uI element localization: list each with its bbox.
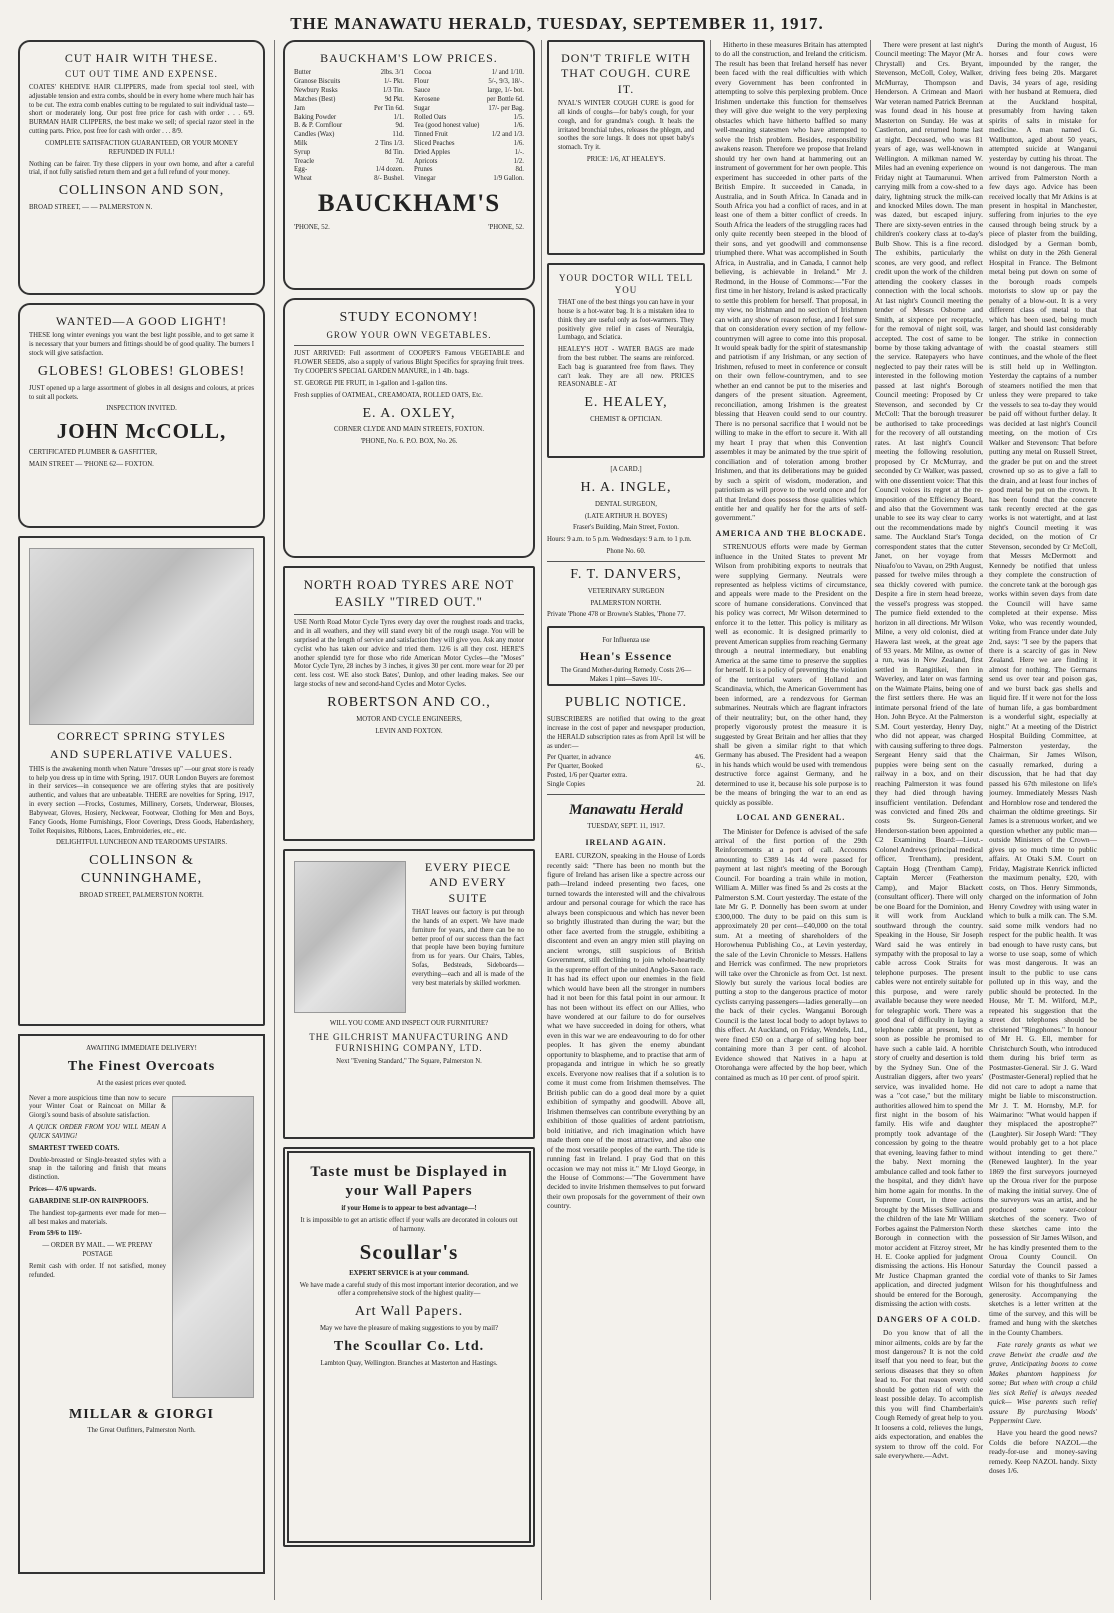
item-name: Jam	[294, 104, 305, 112]
ad-address: BROAD STREET, PALMERSTON NORTH.	[79, 891, 204, 899]
ad-heading: The Finest Overcoats	[67, 1058, 216, 1074]
card-name: F. T. DANVERS,	[570, 566, 682, 582]
ad-guarantee: COMPLETE SATISFACTION GUARANTEED, OR YOUR MONEY REFUNDED IN FULL!	[45, 139, 238, 156]
ad-heading: CORRECT SPRING STYLES	[57, 729, 226, 743]
item-name: Butter	[294, 69, 311, 77]
ad-advertiser: E. HEALEY,	[584, 395, 668, 411]
ad-advertiser: COLLINSON & CUNNINGHAME,	[80, 853, 203, 887]
article-body: Have you heard the good news? Colds die before NAZOL—the ready-for-use and money-saving remedy. Keep NAZOL handy. Sixty doses 1/6.	[989, 1428, 1097, 1476]
price-row	[414, 131, 524, 140]
furniture-ad	[283, 849, 535, 1139]
ad-body: JUST ARRIVED: Full assortment of COOPER'S Famous VEGETABLE and FLOWER SEEDS, also a supply of various Blight Specifics for spraying fruit trees. Try COOPER'S SPECIAL GARDEN MANURE, in 1 4lb. bags.	[294, 350, 524, 376]
card-label: [A CARD.]	[610, 466, 642, 473]
ad-address: CORNER CLYDE AND MAIN STREETS, FOXTON.	[333, 426, 485, 434]
price-row	[294, 149, 404, 158]
item-name: Sugar	[414, 104, 430, 112]
item-name: Sliced Peaches	[414, 139, 455, 147]
item-name: Rolled Oats	[414, 113, 447, 121]
ad-firm: The Scoullar Co. Ltd.	[333, 1338, 485, 1354]
oxley-seeds-ad	[283, 298, 535, 558]
item-name: Tinned Fruit	[414, 131, 448, 139]
card-hours: Hours: 9 a.m. to 5 p.m. Wednesdays: 9 a.m. to 1 p.m.	[547, 536, 692, 544]
article-body: The Minister for Defence is advised of the safe arrival of the first portion of the 29th Reinforcements at a port of call. Accounts amounting to £389 14s 4d were passed for payment at last night's meeting of the Borough Council. For boarding a train while in motion, William A. Miller was fined 5s and 2s costs at the Palmerston S.M. Court yesterday. The estate of the late Mr G. P. Donnelly has been sworn at under £300,000. The duty to be paid on this sum is approximately 20 per cent—£40,000 on the total sum. At a meeting of shareholders of the Horowhenua Publishing Co., at Levin yesterday, the sale of the Levin Chronicle to Messrs. Hallens and Herrick was confirmed. The new proprietors will take over the Chronicle as from Oct. 1st next. Slowly but surely the various local bodies are putting a stop to the dangerous practice of motor cyclists carrying passengers—ladies generally—on the back of their cycles. Wanganui Borough Council is the latest local body to adopt bylaws to this effect. At Auckland, on Friday, Wendels, Ltd., were fined £50 on a charge of selling hop beer containing more than 3 per cent. of alcohol. Evidence showed that Natives in a hapu at Otorohanga were affected by the hop beer, which contained as much as 10 per cent. of proof spirit.	[715, 826, 867, 1082]
ad-body: THAT leaves our factory is put through the hands of an expert. We have made furniture for years, and there can be no better proof of our success than the fact that people have been buying furniture from us for years. Our Chairs, Tables, Sofas, Bedsteads, Sideboards—everything—each and all is made of the very best materials by skilled workmen.	[412, 909, 524, 987]
ad-heading: DON'T TRIFLE WITH THAT COUGH. CURE IT.	[560, 51, 692, 96]
price-row	[414, 158, 524, 167]
ad-item-body: The handiest top-garments ever made for men—all best makes and materials.	[29, 1209, 166, 1226]
item-price: 5/-, 9/3, 18/-.	[488, 78, 524, 86]
notice-heading: PUBLIC NOTICE.	[564, 695, 688, 711]
ad-address: BROAD STREET, — — PALMERSTON N.	[29, 204, 153, 212]
price-row	[414, 69, 524, 78]
item-name: B. & P. Cornflour	[294, 122, 343, 130]
ad-oats: Fresh supplies of OATMEAL, CREAMOATA, ROLLED OATS, Etc.	[294, 391, 483, 399]
item-price: 2d.	[696, 780, 705, 788]
article-body: STRENUOUS efforts were made by German influence in the United States to prevent Mr Wilson from prohibiting exports to neutrals that were supplying Germany. Neutrals were represented as helpless victims of circumstance, and appeals were made to the President on the score of humane considerations. Convinced that his policy was correct, Mr Wilson determined to enforce it to the letter. This policy is military as well as economic. It is designed primarily to prevent American supplies from reaching Germany through a neutral intermediary, but enabling America at the same time to preserve the supplies for herself. It is a policy of preventing the violation of the territorial waters of Holland and Scandinavia, which, the American Government has been informed, are a rendezvous for German submarines. Neutrals which are flagrant infractors of their neutrality; but, on the other hand, they properly vigorously protest the measure it is suggested by Great Britain and her allies that they shall be given a similar right to that which Germany has abused. The President had a weapon in his hands which would be used with tremendous destructive force against Germany, and he determined to use it, because his sole purpose is to be the means of bringing the war to an end as quickly as possible.	[715, 542, 867, 807]
section-heading: LOCAL AND GENERAL.	[736, 813, 846, 823]
price-row	[294, 140, 404, 149]
ad-body: THIS is the awakening month when Nature "dresses up" —our great store is ready to help you dress up in time with Spring, 1917. OUR London Buyers are foremost in their services—in consequence we are offering styles that are positively authentic, and values that are unbeatable. THERE are novelties for Spring, 1917, in every section —Frocks, Costumes, Millinery, Corsets, Underwear, Blouses, Babywear, Gloves, Hosiery, Neckwear, Footwear, Clothing for Men and Boys, Fancy Goods, Home Furnishings, Floor Coverings, Dress Goods, Haberdashery, Toilet Requisites, Ribbons, Laces, Embroideries, etc., etc.	[29, 765, 254, 835]
ad-globes: GLOBES! GLOBES! GLOBES!	[37, 363, 246, 379]
item-name: Syrup	[294, 148, 311, 156]
hot-water-bag-ad	[547, 263, 705, 458]
ad-body: May we have the pleasure of making suggestions to you by mail?	[319, 1325, 498, 1333]
ad-invite: INSPECTION INVITED.	[106, 405, 177, 413]
notice-body: SUBSCRIBERS are notified that owing to the great increase in the cost of paper and newspaper production, the HERALD subscription rates as from April 1st will be as under:—	[547, 716, 705, 750]
overcoats-ad	[18, 1034, 265, 1574]
ad-phone: 'PHONE, 52.	[488, 224, 524, 232]
item-price: 1/2.	[513, 157, 524, 165]
card-trade: DENTAL SURGEON,	[595, 500, 657, 508]
ad-body: NYAL'S WINTER COUGH CURE is good for all kinds of coughs—for baby's cough, for your cough, and for grandma's cough. It heals the irritated bronchial tubes, releases the phlegm, and soothes the sore lungs. It does not upset baby's stomach. Try it.	[558, 100, 694, 152]
item-price: 1/- Pkt.	[383, 78, 404, 86]
price-list-right	[414, 69, 524, 184]
ad-heading: NORTH ROAD TYRES ARE NOT EASILY "TIRED OUT."	[303, 577, 515, 609]
price-row	[294, 166, 404, 175]
ad-subheading: CUT OUT TIME AND EXPENSE.	[65, 69, 218, 80]
danvers-card	[547, 566, 705, 620]
ad-price: PRICE: 1/6, AT HEALEY'S.	[586, 156, 666, 164]
masthead: THE MANAWATU HERALD, TUESDAY, SEPTEMBER 11, 1917.	[290, 14, 824, 33]
ad-trade: MOTOR AND CYCLE ENGINEERS,	[356, 715, 462, 723]
public-notice	[547, 694, 705, 790]
bauckham-prices-ad	[283, 40, 535, 290]
ad-advertiser: ROBERTSON AND CO.,	[327, 694, 491, 710]
item-name: Kerosene	[414, 95, 440, 103]
item-name: Posted, 1/6 per Quarter extra.	[547, 772, 628, 780]
ad-subheading: At the easiest prices ever quoted.	[96, 1079, 187, 1087]
ad-body: JUST opened up a large assortment of globes in all designs and colours, at prices to suit all pockets.	[29, 384, 254, 401]
price-row	[547, 772, 705, 781]
ad-advertiser: MILLAR & GIORGI	[69, 1406, 214, 1422]
item-price: 1/9 Gallon.	[493, 175, 524, 183]
ad-subheading: if your Home is to appear to best advantage—!	[341, 1205, 477, 1213]
ad-product: Hean's Essence	[579, 649, 673, 664]
price-row	[294, 131, 404, 140]
item-price: Per Tin 6d.	[373, 104, 404, 112]
ad-address: MAIN STREET — 'PHONE 62— FOXTON.	[29, 460, 154, 468]
price-row	[414, 87, 524, 96]
price-row	[414, 96, 524, 105]
item-name: Flour	[414, 78, 429, 86]
price-row	[414, 114, 524, 123]
wallpaper-ad	[283, 1147, 535, 1547]
card-late: (LATE ARTHUR H. BOYES)	[584, 512, 668, 520]
ad-body: It is impossible to get an artistic effect if your walls are decorated in colours out of harmony.	[300, 1217, 518, 1234]
item-name: Newbury Rusks	[294, 87, 338, 95]
item-name: Apricots	[414, 157, 438, 165]
hair-clippers-ad	[18, 40, 265, 295]
article-body: Hitherto in these measures Britain has attempted to do all the construction, and Ireland the criticism. The result has been that Ireland herself has never been faced with the real difficulties with which every Government has been confronted in attempting to solve this perplexing problem. Once Irishmen undertake this function for themselves they will give due weight to the very perplexing obstacles which have hitherto baffled so many well-meaning statesmen who have attempted to solve the Irish problem. Besides, responsibility awakens reason. Therefore we propose that Ireland should try her own hand at hammering out an instrument of government for her own people. This experiment has succeeded in other parts of the British Empire. It succeeded in Canada, in Australia, and in South Africa. In Canada and in South Africa you had a conflict of races, and in at least one of them a bitter conflict of creeds. In South Africa the leaders of the struggling races had only quite recently been steeped in the blood of their sons, and yet goodwill and commonsense triumphed there. What was accomplished in South Africa, in Australia, and in Canada, I cannot help believing, is achievable in Ireland." Mr J. Redmond, in the House of Commons:—"For the first time in her history, Ireland is asked practically to settle this problem for herself. That proposal, in my view, no Irishman and no section of Irishmen can with any show of reason refuse, and I feel sure that on consideration every section of my fellow-countrymen will agree to come into this proposal. It would speak badly for the spirit of statesmanship and patriotism if any Irishman, or any section of Irishmen, refused to meet in conference or consult on their own fellow-countrymen, and to see whether an end cannot be put to the miseries and dangers of the present situation. Agreement, reconciliation, among Irishmen is the greatest blessing that Heaven could send to our country. There is no personal sacrifice that I would not be willing to make in the effort to secure it. With all my heart I pray that when this Convention assembles it may be animated by the true spirit of conciliation and of toleration among brother Irishmen, and that its deliberations may be guided by such a spirit of wisdom, moderation, and patriotism as will prove to the world once and for all that Ireland does possess those qualities which entitle her and qualify her for the arts of self-government."	[715, 40, 867, 523]
column-rule	[274, 40, 275, 1600]
item-price: 9d Pkt.	[384, 95, 404, 103]
card-phone: Private 'Phone 478 or Browne's Stables, 'Phone 77.	[547, 611, 686, 619]
item-name: Milk	[294, 139, 308, 147]
column-2	[283, 40, 535, 1555]
ad-advertiser: JOHN McCOLL,	[56, 419, 227, 444]
ad-heading: CUT HAIR WITH THESE.	[64, 51, 219, 65]
price-row	[294, 114, 404, 123]
ingle-card	[547, 466, 705, 557]
paper-nameplate: Manawatu Herald	[569, 801, 683, 818]
ad-price: Prices— 47/6 upwards.	[29, 1186, 97, 1194]
item-price: 17/- per Bag.	[488, 104, 524, 112]
item-price: 1/6.	[513, 122, 524, 130]
ad-item: GABARDINE SLIP-ON RAINPROOFS.	[29, 1197, 149, 1205]
section-heading: IRELAND AGAIN.	[585, 837, 667, 847]
item-name: Prunes	[414, 166, 433, 174]
article-body: There were present at last night's Council meeting: The Mayor (Mr A. Chrystall) and Crs. Bryant, Stevenson, McColl, Coley, Walker, McMurray, Thompson and Henderson. A Crimean and Maori War veteran named Patrick Brennan was found dead in his house at Masterton on Sunday. He was at Castlerton, and returned home last at night. Deceased, who was 81 years of age, was well-known in Wellington. A milkman named W. Miles had an evening experience on Friday night at Taumarunui. When carrying milk from a cow-shed to a dairy, lightning struck the milk-can and knocked Miles down. The man was dazed, but escaped injury. There are sixty-seven entries in the children's cookery class at to-day's Bulb Show. This is a fine record. The exhibits, particularly the scones, are very good, and reflect credit upon the work of the children attending the cookery classes in connection with the local schools. At last night's Council meeting the tender of Messrs Osborne and Smith, at sixpence per receptacle, for the removal of night soil, was accepted. The cost of same to be borne by those taking advantage of the service. Ratepayers who have neglected to pay their rates will be interested in the following motion passed at last night's Borough Council meeting: Proposed by Cr Stevenson, and seconded by Cr McColl: That the borough treasurer be authorised to take proceedings for the recovery of all outstanding rates. At last night's Council meeting the following resolution, proposed by Cr McMurray, and seconded by Cr Walker, was passed, with one dissentient voice: That this Council voices its regret at the re-imposition of the Efficiency Board, and also that the Government was unable to see its way clear to carry out the recommendations made by same. The Auckland Star's Tonga correspondent states that the cutter Janet, on her voyage from Niuafo'ou to Vavau, on 29th August, passed for twelve miles through a sea thickly covered with pumice. Despite a fire in stern head breeze, the vessel's progress was stopped. The pumice field extended to the horizon in all directions. Mr Wilson Milne, a very old colonist, died at Hawera last week, at the great age of 93 years. Mr Milne, as owner of a run, was in New Zealand, first settled in Rangitikei, then in Waverley, and later on was farming on the Waimate Plains, being one of the first settlers there. He was an intimate personal friend of the late Hon. John Bryce. At the Palmerston S.M. Court yesterday, Henry Day, who did not appear, was charged with causing suffering to three dogs. Sergeant Henry said that the puppies were being sent on the railway in a box, and on their reaching Palmerston it was found they had died through having insufficient ventilation. Defendant was convicted and fined 20s and costs 9s. Surgeon-General Henderson-station been appointed a C2 Examining Board:—Lieut.-Colonel Andrews (principal medical officer, Trentham), president, Captain Hogg (Trentham Camp), Captain Mercer (Featherston Camp), and Major Blackett (consultant officer). There will only be one Board for the Dominion, and it will work from Auckland southward through the country. Speaking in the House, Sir Joseph Ward said he was entirely in sympathy with the proposal to lay a cable across Cook Straits for telephone purposes. The present cables were not entirely suitable for this purpose, and were rarely available because they were needed for telegraphic work. There was a good deal of difficulty in laying a telephone cable at present, but as soon as possible he promised to have such a cable laid. A horrible story of cruelty and desertion is told by the Sydney Sun. One of the Australian diggers, after two years' service, was invalided home. He was a "cot case," but the military authorities allowed him to spend the first night in the bosom of his family. His wife and daughter promptly took advantage of the concession by going to the theatre that evening, leaving father to mind the baby. Next morning the ambulance called and took father to the hospital, and they didn't have him home again for months. In the Supreme Court, in three actions brought by the Misses Sullivan and the children of the late Mr William Forbes against the Palmerston North Borough in connection with the motor accident at Fitzroy street, Mr H. E. Cooke applied for judgment dismissing the actions. His Honour Mr Justice Chapman granted the application, and directed judgment should be entered for the Borough, dismissing the action with costs.	[875, 40, 983, 1309]
item-price: 1/-.	[514, 148, 524, 156]
item-price: 1/5.	[513, 113, 524, 121]
ad-subheading: AND SUPERLATIVE VALUES.	[50, 747, 233, 762]
price-row	[294, 122, 404, 131]
ad-body: Never a more auspicious time than now to secure your Winter Coat or Raincoat on Millar & Giorgi's sound basis of absolute satisfaction.	[29, 1094, 166, 1120]
overcoat-illustration	[172, 1096, 254, 1398]
ad-phone: 'PHONE, 52.	[294, 224, 330, 232]
article-body: During the month of August, 16 horses and four cows were impounded by the ranger, the driving fees being 20s. Margaret Davis, 34 years of age, residing with her husband at Remuera, died at the Auckland hospital, presumably from having taken spirits of salts in mistake for medicine. A man named G. Wallbutton, aged about 50 years, attempted suicide at Wanganui yesterday by cutting his throat. The wound is not dangerous. The man arrived from Palmerston North a few days ago. Advice has been received locally that Mr Atkins is at present in hospital in Manchester, suffering from injuries to the eye caused through being struck by a piece of plaster from the building, dislodged by a German bomb, whilst on duty in the 26th General Hospital in France. The Belmont metal being put down on some of the borough roads compels motorists to slow up or pay the penalty of a blow-out. It is a very different class of metal to that which has been used, being much larger, and should last considerably longer. The strike in connection with the coastal steamers still continues, and the whole of the fleet is still held up in Wellington. Yesterday the captains of a number of steamers notified the men that unless they were prepared to take the vessels to sea to-day they would be paid off without further delay. It was decided at last night's Council meeting, on the motion of Crs Walker and Stevenson: That before putting any metal on Russell Street, the grader be put on and the street crowned up so as to give a fall to the drain, and at least four inches of good metal be put on the crown. It has been found that the concrete tank recently erected at the gas works is not watertight, and at last night's Council meeting it was decided, on the motion of Cr Stevenson, seconded by Cr McColl, that Messrs McDermott and Kennedy be notified that unless they complete the construction of the concrete tank at the borough gas works within seven days from date the Council will have same completed at their expense. Miss Voke, who was recently wounded, writing from France under date July 2nd, says: "I see by the papers that there is a scarcity of gas in New Zealand. Here we are finding it almost for nothing. The Germans send us over tear and poison gas, and we burst back gas shells and liquid fire. If it were not for the loss of human life, a gas bombardment is a wonderful sight, especially at night." At a meeting of the District Hospital Building Committee, at Palmerston yesterday, the Chairman, Sir James Wilson, casually remarked, during a discussion, that he had that day passed his 67th milestone on life's journey. Immediately Messrs Nash and Hornblow rose and tendered the chairman the oldtime greetings. Sir James is a strenuous worker, and we question whether any public man—outside Ministers of the Crown—gives up so much time to public affairs. At Otaki S.M. Court on Friday, Magistrate Kenrick inflicted the maximum penalty, £20, with costs, on Thos. Henry Simmonds, charged on the information of John Henry Cowdrey with using water in which to bulk a milk can. The S.M. said some milk vendors had no respect for the public health. It was bad enough to have rusty cans, but worse to use soap, some of which was most dangerous. It was an insult to the public to use cans polluted up in this way, and the public should be protected. In the House, Mr T. M. Wilford, M.P., repeated his suggestion that the street dot telephones should be christened "Ringphones." In honour of Mr H. G. Ell, member for Christchurch South, who introduced them during his brief term as Postmaster-General. Sir J. G. Ward (Postmaster-General) replied that he did not care to adopt a name that might be liable to misconstruction. Mr J. T. M. Hornsby, M.P. for Waimarino: "What would happen if they misplaced the apostrophe?" (Laughter). Sir Joseph Ward: "They would probably get to a hot place without intending to get there." (Renewed laughter). In the year 1869 the first surveyors journeyed up the Oroua river for the purpose of making the initial survey. One of the surveyors was an artist, and he produced some water-colour sketches of the scenery. Two of these sketches came into the possession of Sir James Wilson, and he has kindly presented them to the Oroua County Council. On Saturday the Council passed a cordial vote of thanks to Sir James Wilson for his thoughtfulness and generosity. Accompanying the sketches is a letter written at the time of the survey, and this will be framed and hung with the sketches in the County Chambers.	[989, 40, 1097, 1337]
ad-advertiser: BAUCKHAM'S	[317, 190, 501, 218]
item-price: 2 Tins 1/3.	[375, 139, 404, 147]
influenza-ad	[547, 626, 705, 686]
card-address: PALMERSTON NORTH.	[590, 599, 662, 607]
fashion-illustration	[29, 548, 254, 725]
item-price: 1/ and 1/10.	[491, 69, 524, 77]
item-name: Matches (Best)	[294, 95, 336, 103]
ad-item: SMARTEST TWEED COATS.	[29, 1144, 120, 1152]
ad-address: Lambton Quay, Wellington. Branches at Masterton and Hastings.	[320, 1359, 498, 1367]
card-phone: Phone No. 60.	[606, 548, 646, 556]
ad-heading: YOUR DOCTOR WILL TELL YOU	[559, 273, 693, 295]
card-name: H. A. INGLE,	[580, 479, 672, 495]
rates-list	[547, 754, 705, 789]
price-row	[294, 78, 404, 87]
ad-note: Nothing can be fairer. Try these clippers in your own home, and after a careful trial, if not fully satisfied return them and get a full refund of your money.	[29, 160, 254, 177]
item-price: 9d.	[395, 122, 404, 130]
item-name: Treacle	[294, 157, 315, 165]
card-trade: VETERINARY SURGEON	[587, 587, 665, 595]
price-row	[547, 763, 705, 772]
column-rule	[541, 40, 542, 1600]
ad-address: Next "Evening Standard," The Square, Palmerston N.	[336, 1057, 482, 1065]
ad-mail: — ORDER BY MAIL. — WE PREPAY POSTAGE	[42, 1242, 153, 1258]
price-row	[294, 175, 404, 184]
ad-body: USE North Road Motor Cycle Tyres every day over the roughest roads and tracks, and in all weathers, and they will stand every bit of the rough usage. You will be surprised at the length of service and satisfaction they will give you. Ask any motor cyclist who has taken our advice and tried them. 12/6 is all they cost. HERE'S another splendid tyre for those who ride American Motor Cycles—the "Moses" Motor Cycle Tyre, 28 inches by 3 inches, it gives 30 per cent. more wear for 20 per cent. less cost. WE also stock Bates', Dunlop, and other leading makes. See our large stocks of new and second-hand Cycles and Motor Cycles.	[294, 619, 524, 689]
ad-advertiser: Scoullar's	[359, 1239, 459, 1264]
item-price: 1/6.	[513, 139, 524, 147]
tyres-ad	[283, 566, 535, 841]
price-row	[547, 754, 705, 763]
paper-date: TUESDAY, SEPT. 11, 1917.	[587, 822, 665, 830]
card-address: Fraser's Building, Main Street, Foxton.	[572, 524, 679, 532]
item-name: Single Copies	[547, 780, 585, 788]
ad-invite: WILL YOU COME AND INSPECT OUR FURNITURE?	[329, 1020, 489, 1027]
item-name: Vinegar	[414, 175, 436, 183]
column-4	[715, 40, 867, 1085]
ad-advertiser: THE GILCHRIST MANUFACTURING AND FURNISHING COMPANY, LTD.	[309, 1031, 509, 1054]
ad-heading: EVERY PIECE AND EVERY SUITE	[424, 860, 512, 905]
sideboard-illustration	[294, 861, 406, 1013]
ad-banner: AWAITING IMMEDIATE DELIVERY!	[86, 1045, 197, 1052]
ad-trade: CERTIFICATED PLUMBER & GASFITTER,	[29, 449, 157, 457]
item-name: Sauce	[414, 87, 431, 95]
item-price: 7d.	[395, 157, 404, 165]
item-name: Candles (Wax)	[294, 131, 335, 139]
item-price: 1/3 Tin.	[382, 87, 404, 95]
price-list-left	[294, 69, 404, 184]
item-name: Egg-	[294, 166, 308, 174]
item-price: 2lbs. 3/1	[380, 69, 404, 77]
ad-heading: WANTED—A GOOD LIGHT!	[55, 314, 228, 328]
price-row	[414, 78, 524, 87]
ad-heading: Taste must be Displayed in your Wall Papers	[310, 1164, 508, 1200]
price-row	[414, 166, 524, 175]
ad-body: HEALEY'S HOT - WATER BAGS are made from the best rubber. The seams are reinforced. Each bag is guaranteed free from flaws. They can't leak. They are all new. PRICES REASONABLE - AT	[558, 346, 694, 389]
price-row	[414, 149, 524, 158]
item-price: large, 1/- bot.	[487, 87, 524, 95]
column-rule	[710, 40, 711, 1600]
item-price: 6/-.	[695, 763, 705, 771]
article-body: Do you know that of all the minor ailments, colds are by far the most dangerous? It is not the cold itself that you need to fear, but the serious diseases that they so often lead to. For that reason every cold should be gotten rid of with the least possible delay. To accomplish this you will find Chamberlain's Cough Remedy of great help to you. It loosens a cold, relieves the lungs, aids expectoration, and enables the system to throw off the cold. For sale everywhere.—Advt.	[875, 1328, 983, 1461]
item-name: Cocoa	[414, 69, 432, 77]
ad-product: Art Wall Papers.	[354, 1304, 464, 1320]
item-name: Granose Biscuits	[294, 78, 341, 86]
item-price: per Bottle 6d.	[486, 95, 524, 103]
ad-body: The Grand Mother-during Remedy. Costs 2/6—Makes 1 pint—Saves 10/-.	[560, 667, 692, 684]
item-name: Per Quarter, in advance	[547, 754, 611, 762]
ad-heading: For Influenza use	[602, 637, 650, 645]
cough-cure-ad	[547, 40, 705, 255]
ad-phone: 'PHONE, No. 6. P.O. BOX, No. 26.	[360, 438, 458, 446]
ad-service: EXPERT SERVICE is at your command.	[349, 1269, 469, 1277]
price-row	[414, 122, 524, 131]
column-5	[875, 40, 1097, 1479]
item-name: Per Quarter, Booked	[547, 763, 603, 771]
price-row	[547, 781, 705, 790]
ad-address: The Great Outfitters, Palmerston North.	[87, 1427, 196, 1435]
item-price: 4/6.	[694, 754, 705, 762]
price-row	[294, 105, 404, 114]
item-price: 11d.	[392, 131, 404, 139]
ad-pie: ST. GEORGE PIE FRUIT, in 1-gallon and 1-gallon tins.	[294, 379, 448, 387]
poem: Fate rarely grants as what we crave Betwixt the cradle and the grave, Anticipating boons to come Makes phantom happiness for some; But when with croup a child lies sick Relief is always needed quick— Wise parents such relief assure By purchasing Woods' Peppermint Cure.	[989, 1340, 1097, 1425]
item-name: Baking Powder	[294, 113, 337, 121]
ad-body: COATES' KHEDIVE HAIR CLIPPERS, made from special tool steel, with adjustable tension and extra combs, should be in every home where much hair has to be cut. The extra comb enables cutting to be regulated to suit individual taste—short or moderately long. Our post free price for cash with order . . . 6/9. BURMAN HAIR CLIPPERS, the best make we sell; of special razor steel in the cutting parts. Price, post free for cash with order . . . 8/9.	[29, 83, 254, 136]
price-row	[414, 140, 524, 149]
ad-slogan: A QUICK ORDER FROM YOU WILL MEAN A QUICK SAVING!	[29, 1124, 166, 1140]
price-row	[294, 69, 404, 78]
item-price: 8d.	[515, 166, 524, 174]
ad-advertiser: E. A. OXLEY,	[362, 405, 456, 421]
price-row	[294, 158, 404, 167]
ad-advertiser: COLLINSON AND SON,	[58, 183, 225, 199]
ad-heading: BAUCKHAM'S LOW PRICES.	[320, 51, 498, 65]
column-rule	[870, 40, 871, 1600]
price-row	[414, 175, 524, 184]
price-row	[414, 105, 524, 114]
lighting-ad	[18, 303, 265, 528]
item-price: 1/2 and 1/3.	[491, 131, 524, 139]
ad-remit: Remit cash with order. If not satisfied, money refunded.	[29, 1262, 166, 1279]
item-price: 8/- Bushel.	[374, 175, 404, 183]
item-name: Tea (good honest value)	[414, 122, 480, 130]
price-row	[294, 87, 404, 96]
ad-price: From 59/6 to 119/-	[29, 1230, 82, 1238]
section-heading: DANGERS OF A COLD.	[877, 1314, 981, 1324]
ad-trade: CHEMIST & OPTICIAN.	[590, 416, 662, 424]
ad-body: THAT one of the best things you can have in your house is a hot-water bag. It is a mistaken idea to think they are useful only as foot-warmers. They positively give relief in cases of Neuralgia, Lumbago, and Sciatica.	[558, 299, 694, 342]
ad-tearooms: DELIGHTFUL LUNCHEON AND TEAROOMS UPSTAIRS.	[55, 839, 228, 847]
ad-address: LEVIN AND FOXTON.	[375, 727, 443, 735]
item-price: 8d Tin.	[384, 148, 404, 156]
item-name: Dried Apples	[414, 148, 451, 156]
item-price: 1/1.	[393, 113, 404, 121]
column-1	[18, 40, 265, 1582]
ad-body: We have made a careful study of this most important interior decoration, and we offer a comprehensive stock of the highest quality—	[299, 1281, 519, 1298]
item-price: 1/4 dozen.	[375, 166, 404, 174]
article-body: EARL CURZON, speaking in the House of Lords recently said: "There has been no month but the figure of Ireland has arisen like a spectre across our path—Ireland indeed presenting two faces, one turned towards the interested will and the chivalrous ardour and personal courage for which the race has always been conspicuous and which has never been so brightly illustrated than during the war; but the other face averted from the struggle, exhibiting a discontent and even an angry mien still playing on ancient wrongs, still suspicious of British Government, still declining to join whole-heartedly in the supreme effort of the united Anglo-Saxon race. It has had its effect upon our enemies in the field which would have been all the stronger in numbers had it not been for this fatal point in our armour. It has not been without its effect on our Allies, who have wondered at our failure to do for ourselves what we have succeeded in doing for others, what even in this war we are endeavouring to do for other peoples. It has given the enemy abundant opportunity to blaspheme, and to practise that arm of propaganda and intrigue in which he so greatly excels. Everyone now realises that if a solution is to come it must come from Irishmen themselves. The British public can do a good deal more by a quiet exhibition of sympathy and goodwill. Above all, Irishmen themselves can contribute everything by an exhibition of those qualities of ardent patriotism, bold initiative, and rich imagination which have made them one of the most attractive, and also one of the most versatile peoples of the earth. The tide is running fast in Ireland. I pray God that on this occasion we may not miss it." Mr Lloyd George, in the House of Commons:—"The Government have decided to invite Irishmen themselves to put forward their own proposals for the government of their own country.	[547, 851, 705, 1211]
section-heading: AMERICA AND THE BLOCKADE.	[715, 528, 867, 538]
item-name: Wheat	[294, 175, 312, 183]
column-3	[547, 40, 705, 1214]
ad-item-body: Double-breasted or Single-breasted styles with a snap in the tailoring and finish that means distinction.	[29, 1156, 166, 1182]
ad-body: THESE long winter evenings you want the best light possible, and to get same it is necessary that your burners and fittings should be of good quality. The burners I stock will give satisfaction.	[29, 332, 254, 358]
price-row	[294, 96, 404, 105]
ad-subheading: GROW YOUR OWN VEGETABLES.	[326, 329, 492, 340]
ad-heading: STUDY ECONOMY!	[339, 310, 479, 325]
spring-styles-ad	[18, 536, 265, 1026]
